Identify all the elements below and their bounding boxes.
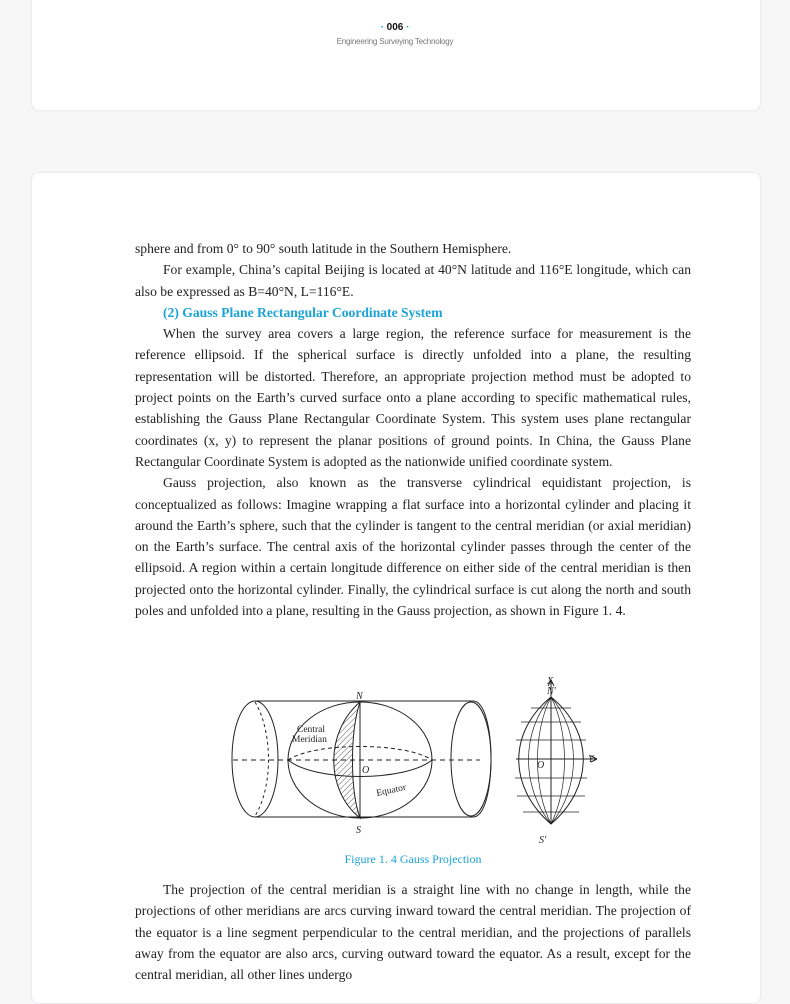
label-meridian: Meridian <box>292 735 327 745</box>
paragraph: When the survey area covers a large region, the reference surface for measurement is the reference ellipsoid. If the spherical surface is directly unfolded into a plane, the resulting representation will be distorted. Therefore, an appropriate projection method must be adopted to project points on the Earth’s curved surface onto a plane according to specific mathematical rules, establishing the Gauss Plane Rectangular Coordinate System. This system uses plane rectangular coordinates (x, y) to represent the planar positions of ground points. In China, the Gauss Plane Rectangular Coordinate System is adopted as the nationwide unified coordinate system. <box>135 326 691 469</box>
cylinder-left-end <box>232 701 278 817</box>
paragraph: The projection of the central meridian is a straight line with no change in length, while the projections of other meridians are arcs curving inward toward the central meridian. The projection of the equator is a line segment perpendicular to the central meridian, and the projections of parallels away from the equator are also arcs, curving outward toward the equator. As a result, except for the central meridian, all other lines undergo <box>135 882 691 983</box>
cylinder-right-edge <box>473 701 491 817</box>
body-text <box>135 238 691 621</box>
label-o2: O <box>537 760 545 771</box>
gauss-projection-figure <box>225 672 605 852</box>
label-n-prime: N′ <box>547 686 556 697</box>
label-s: S <box>356 825 361 836</box>
running-title: Engineering Surveying Technology <box>336 37 454 46</box>
section-heading: (2) Gauss Plane Rectangular Coordinate System <box>163 304 443 320</box>
label-equator: Equator <box>375 782 408 799</box>
label-s-prime: S′ <box>539 835 547 846</box>
label-o: O <box>362 765 370 776</box>
label-n: N <box>356 691 363 702</box>
label-central: Central <box>297 725 325 735</box>
label-x: X <box>547 676 554 687</box>
cylinder-hidden-edge <box>255 702 269 816</box>
paragraph: sphere and from 0° to 90° south latitude in the Southern Hemisphere. <box>135 241 512 256</box>
body-text-continued <box>135 879 691 985</box>
central-meridian-zone <box>334 702 360 818</box>
label-y: Y <box>588 754 594 765</box>
cylinder-right-end <box>451 702 491 816</box>
page-number: · 006 · <box>380 22 410 33</box>
figure-caption: Figure 1. 4 Gauss Projection <box>344 852 482 866</box>
paragraph: For example, China’s capital Beijing is located at 40°N latitude and 116°E longitude, which can also be expressed as B=40°N, L=116°E. <box>135 262 691 299</box>
header-card <box>31 0 761 111</box>
paragraph: Gauss projection, also known as the transverse cylindrical equidistant projection, is conceptualized as follows: Imagine wrapping a flat surface into a horizontal cylinder and placing it around the Earth’s sphere, such that the cylinder is tangent to the central meridian (or axial meridian) on the Earth’s surface. The central axis of the horizontal cylinder passes through the center of the ellipsoid. A region within a certain longitude difference on either side of the central meridian is then projected onto the horizontal cylinder. Finally, the cylindrical surface is cut along the north and south poles and unfolded into a plane, resulting in the Gauss projection, as shown in Figure 1. 4. <box>135 475 691 619</box>
